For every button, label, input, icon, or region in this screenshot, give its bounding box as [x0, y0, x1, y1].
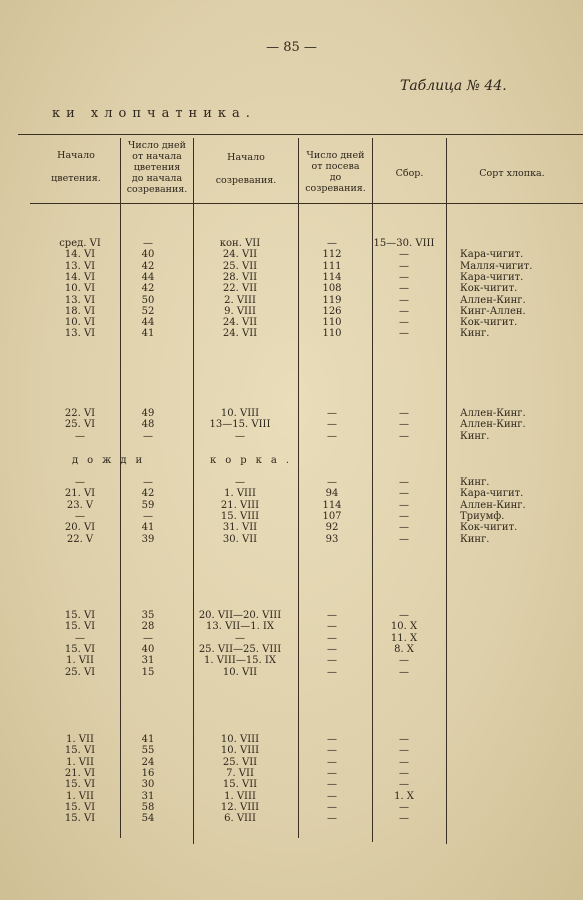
cell-bloom-start: 10. VI: [64, 317, 96, 329]
cell-days-bloom-ripe: 41: [141, 328, 155, 340]
cell-harvest: —: [399, 533, 409, 545]
cell-bloom-start: —: [75, 510, 85, 522]
cell-variety: Триумф.: [460, 510, 505, 522]
table-number: Таблица № 44.: [400, 78, 507, 94]
cell-bloom-start: 25. VI: [64, 666, 96, 678]
cell-harvest: —: [399, 294, 409, 306]
cell-days-sow-ripe: 92: [325, 522, 339, 534]
cell-harvest: —: [399, 249, 409, 261]
cell-harvest: —: [399, 408, 409, 419]
cell-bloom-start: 20. VI: [64, 522, 96, 534]
cell-days-bloom-ripe: 31: [141, 655, 155, 667]
cell-harvest: —: [399, 328, 409, 340]
header-harvest: Сбор.: [395, 168, 424, 179]
header-variety: Сорт хлопка.: [479, 168, 545, 179]
cell-harvest: —: [399, 430, 409, 442]
cell-days-sow-ripe: —: [327, 477, 337, 488]
cell-days-bloom-ripe: 59: [141, 499, 155, 511]
cell-variety: Кинг.: [460, 477, 490, 488]
cell-days-bloom-ripe: 40: [141, 249, 155, 261]
cell-harvest: —: [399, 317, 409, 329]
cell-days-bloom-ripe: 49: [141, 408, 155, 419]
cell-bloom-start: сред. VI: [59, 238, 101, 249]
cell-days-sow-ripe: 94: [325, 488, 339, 500]
cell-ripen-start: 13. VII—1. IX: [206, 621, 274, 633]
cell-days-sow-ripe: —: [327, 643, 337, 655]
cell-days-sow-ripe: 112: [322, 249, 342, 261]
cell-days-sow-ripe: 126: [322, 305, 342, 317]
cell-days-sow-ripe: —: [327, 408, 337, 419]
cell-bloom-start: 1. VII: [66, 790, 94, 802]
cell-ripen-start: —: [235, 632, 245, 644]
cell-harvest: —: [399, 271, 409, 283]
cell-days-sow-ripe: 93: [325, 533, 339, 545]
cell-bloom-start: 1. VII: [66, 655, 94, 667]
cell-bloom-start: 15. VI: [64, 801, 96, 813]
cell-days-sow-ripe: —: [327, 734, 337, 745]
cell-days-sow-ripe: —: [327, 801, 337, 813]
column-divider: [120, 138, 121, 838]
cell-variety: Аллен-Кинг.: [460, 408, 526, 419]
cell-bloom-start: 15. VI: [64, 621, 96, 633]
cell-ripen-start: —: [235, 430, 245, 442]
cell-days-bloom-ripe: 42: [141, 488, 155, 500]
column-divider: [298, 138, 299, 838]
cell-ripen-start: 10. VIII: [220, 734, 260, 745]
cell-ripen-start: 2. VIII: [224, 294, 256, 306]
cell-days-bloom-ripe: 35: [141, 610, 155, 621]
cell-days-bloom-ripe: —: [143, 430, 153, 442]
header-bottom-rule: [30, 203, 583, 204]
cell-ripen-start: 20. VII—20. VIII: [198, 610, 282, 621]
cell-days-bloom-ripe: —: [143, 510, 153, 522]
cell-days-sow-ripe: —: [327, 419, 337, 431]
cell-days-bloom-ripe: 31: [141, 790, 155, 802]
table-top-rule: [18, 134, 583, 135]
cell-ripen-start: 6. VIII: [224, 813, 256, 825]
header-ripen-start: Начало созревания.: [215, 152, 277, 186]
cell-bloom-start: 15. VI: [64, 813, 96, 825]
cell-bloom-start: 10. VI: [64, 283, 96, 295]
cell-bloom-start: 15. VI: [64, 745, 96, 757]
cell-bloom-start: 15. VI: [64, 643, 96, 655]
cell-days-sow-ripe: 108: [322, 283, 342, 295]
cell-ripen-start: 25. VII—25. VIII: [198, 643, 282, 655]
cell-days-bloom-ripe: 42: [141, 260, 155, 272]
column-divider: [446, 138, 447, 844]
cell-days-bloom-ripe: 54: [141, 813, 155, 825]
cell-variety: Аллен-Кинг.: [460, 499, 526, 511]
cell-bloom-start: 21. VI: [64, 488, 96, 500]
cell-ripen-start: 30. VII: [222, 533, 258, 545]
cell-variety: Кинг.: [460, 533, 490, 545]
cell-days-sow-ripe: —: [327, 238, 337, 249]
cell-harvest: —: [399, 655, 409, 667]
column-divider: [193, 138, 194, 844]
cell-bloom-start: 13. VI: [64, 260, 96, 272]
cell-days-sow-ripe: —: [327, 621, 337, 633]
cell-harvest: —: [399, 666, 409, 678]
cell-days-bloom-ripe: 41: [141, 734, 155, 745]
cell-days-sow-ripe: —: [327, 767, 337, 779]
cell-bloom-start: 15. VI: [64, 779, 96, 791]
cell-days-bloom-ripe: —: [143, 238, 153, 249]
rain-note-right: корка.: [210, 455, 299, 466]
cell-harvest: —: [399, 283, 409, 295]
cell-variety: Кара-чигит.: [460, 488, 524, 500]
header-bloom-start: Начало цветения.: [51, 150, 101, 184]
cell-days-bloom-ripe: 44: [141, 271, 155, 283]
cell-bloom-start: 22. V: [66, 533, 94, 545]
cell-harvest: —: [399, 510, 409, 522]
cell-days-bloom-ripe: 58: [141, 801, 155, 813]
cell-variety: Малля-чигит.: [460, 260, 533, 272]
cell-days-bloom-ripe: 44: [141, 317, 155, 329]
cell-harvest: —: [399, 610, 409, 621]
cell-ripen-start: 7. VII: [226, 767, 254, 779]
cell-harvest: —: [399, 499, 409, 511]
cell-ripen-start: 1. VIII: [224, 488, 256, 500]
cell-harvest: 8. X: [394, 643, 414, 655]
header-days-bloom-to-ripe: Число дней от начала цветения до начала созревания.: [126, 140, 188, 195]
cell-variety: Кинг.: [460, 430, 490, 442]
cell-ripen-start: 15. VIII: [220, 510, 260, 522]
cell-days-sow-ripe: —: [327, 655, 337, 667]
cell-ripen-start: 24. VII: [222, 249, 258, 261]
cell-bloom-start: 25. VI: [64, 419, 96, 431]
cell-variety: Кинг.: [460, 328, 490, 340]
cell-days-sow-ripe: —: [327, 632, 337, 644]
cell-days-bloom-ripe: 39: [141, 533, 155, 545]
cell-ripen-start: 9. VIII: [224, 305, 256, 317]
cell-days-sow-ripe: 107: [322, 510, 342, 522]
cell-ripen-start: 12. VIII: [220, 801, 260, 813]
cell-harvest: —: [399, 756, 409, 768]
cell-ripen-start: 1. VIII—15. IX: [204, 655, 276, 667]
cell-bloom-start: 13. VI: [64, 294, 96, 306]
cell-days-bloom-ripe: 48: [141, 419, 155, 431]
cell-bloom-start: 14. VI: [64, 271, 96, 283]
cell-harvest: —: [399, 779, 409, 791]
cell-bloom-start: 15. VI: [64, 610, 96, 621]
cell-days-sow-ripe: —: [327, 430, 337, 442]
table-heading: ки хлопчатника.: [52, 106, 256, 121]
cell-days-sow-ripe: 110: [322, 317, 342, 329]
cell-days-bloom-ripe: 24: [141, 756, 155, 768]
cell-variety: Кок-чигит.: [460, 522, 518, 534]
cell-days-bloom-ripe: 55: [141, 745, 155, 757]
rain-note-left: дожди: [72, 455, 152, 466]
cell-days-bloom-ripe: 42: [141, 283, 155, 295]
cell-bloom-start: —: [75, 632, 85, 644]
cell-ripen-start: 24. VII: [222, 328, 258, 340]
cell-bloom-start: 18. VI: [64, 305, 96, 317]
cell-harvest: 10. X: [390, 621, 418, 633]
cell-days-sow-ripe: —: [327, 756, 337, 768]
cell-harvest: —: [399, 745, 409, 757]
cell-bloom-start: 14. VI: [64, 249, 96, 261]
cell-harvest: —: [399, 488, 409, 500]
cell-variety: Кок-чигит.: [460, 317, 518, 329]
cell-ripen-start: 25. VII: [222, 756, 258, 768]
cell-days-bloom-ripe: 15: [141, 666, 155, 678]
cell-days-sow-ripe: —: [327, 790, 337, 802]
cell-bloom-start: 22. VI: [64, 408, 96, 419]
cell-ripen-start: 10. VIII: [220, 408, 260, 419]
cell-harvest: 15—30. VIII: [373, 238, 435, 249]
header-days-sow-to-ripe: Число дней от посева до созревания.: [305, 150, 366, 194]
cell-harvest: 1. X: [394, 790, 414, 802]
cell-ripen-start: 10. VIII: [220, 745, 260, 757]
cell-harvest: 11. X: [390, 632, 418, 644]
cell-variety: Аллен-Кинг.: [460, 294, 526, 306]
cell-variety: Кинг-Аллен.: [460, 305, 526, 317]
cell-days-bloom-ripe: —: [143, 477, 153, 488]
cell-harvest: —: [399, 734, 409, 745]
cell-harvest: —: [399, 522, 409, 534]
cell-variety: Кок-чигит.: [460, 283, 518, 295]
cell-ripen-start: 25. VII: [222, 260, 258, 272]
cell-ripen-start: 13—15. VIII: [209, 419, 271, 431]
cell-ripen-start: 24. VII: [222, 317, 258, 329]
cell-harvest: —: [399, 419, 409, 431]
cell-days-bloom-ripe: 40: [141, 643, 155, 655]
cell-ripen-start: 15. VII: [222, 779, 258, 791]
cell-days-sow-ripe: —: [327, 813, 337, 825]
cell-harvest: —: [399, 305, 409, 317]
cell-ripen-start: —: [235, 477, 245, 488]
cell-bloom-start: —: [75, 477, 85, 488]
cell-ripen-start: 10. VII: [222, 666, 258, 678]
cell-ripen-start: 28. VII: [222, 271, 258, 283]
cell-variety: Аллен-Кинг.: [460, 419, 526, 431]
cell-days-bloom-ripe: 28: [141, 621, 155, 633]
cell-days-sow-ripe: —: [327, 779, 337, 791]
cell-days-sow-ripe: 119: [322, 294, 342, 306]
cell-variety: Кара-чигит.: [460, 271, 524, 283]
cell-ripen-start: 21. VIII: [220, 499, 260, 511]
cell-days-bloom-ripe: 30: [141, 779, 155, 791]
cell-days-sow-ripe: —: [327, 610, 337, 621]
cell-harvest: —: [399, 260, 409, 272]
cell-variety: Кара-чигит.: [460, 249, 524, 261]
page-number: — 85 —: [266, 40, 317, 55]
cell-harvest: —: [399, 813, 409, 825]
cell-days-bloom-ripe: 16: [141, 767, 155, 779]
cell-bloom-start: 1. VII: [66, 734, 94, 745]
cell-harvest: —: [399, 477, 409, 488]
cell-days-sow-ripe: —: [327, 745, 337, 757]
cell-days-bloom-ripe: —: [143, 632, 153, 644]
cell-days-bloom-ripe: 50: [141, 294, 155, 306]
cell-harvest: —: [399, 767, 409, 779]
cell-days-bloom-ripe: 52: [141, 305, 155, 317]
cell-ripen-start: кон. VII: [219, 238, 261, 249]
cell-ripen-start: 31. VII: [222, 522, 258, 534]
cell-bloom-start: 23. V: [66, 499, 94, 511]
cell-days-sow-ripe: 114: [322, 499, 342, 511]
cell-bloom-start: 1. VII: [66, 756, 94, 768]
cell-days-sow-ripe: 114: [322, 271, 342, 283]
cell-ripen-start: 22. VII: [222, 283, 258, 295]
cell-days-bloom-ripe: 41: [141, 522, 155, 534]
cell-bloom-start: 21. VI: [64, 767, 96, 779]
cell-harvest: —: [399, 801, 409, 813]
cell-bloom-start: 13. VI: [64, 328, 96, 340]
cell-ripen-start: 1. VIII: [224, 790, 256, 802]
cell-bloom-start: —: [75, 430, 85, 442]
cell-days-sow-ripe: 111: [322, 260, 342, 272]
cell-days-sow-ripe: —: [327, 666, 337, 678]
cell-days-sow-ripe: 110: [322, 328, 342, 340]
